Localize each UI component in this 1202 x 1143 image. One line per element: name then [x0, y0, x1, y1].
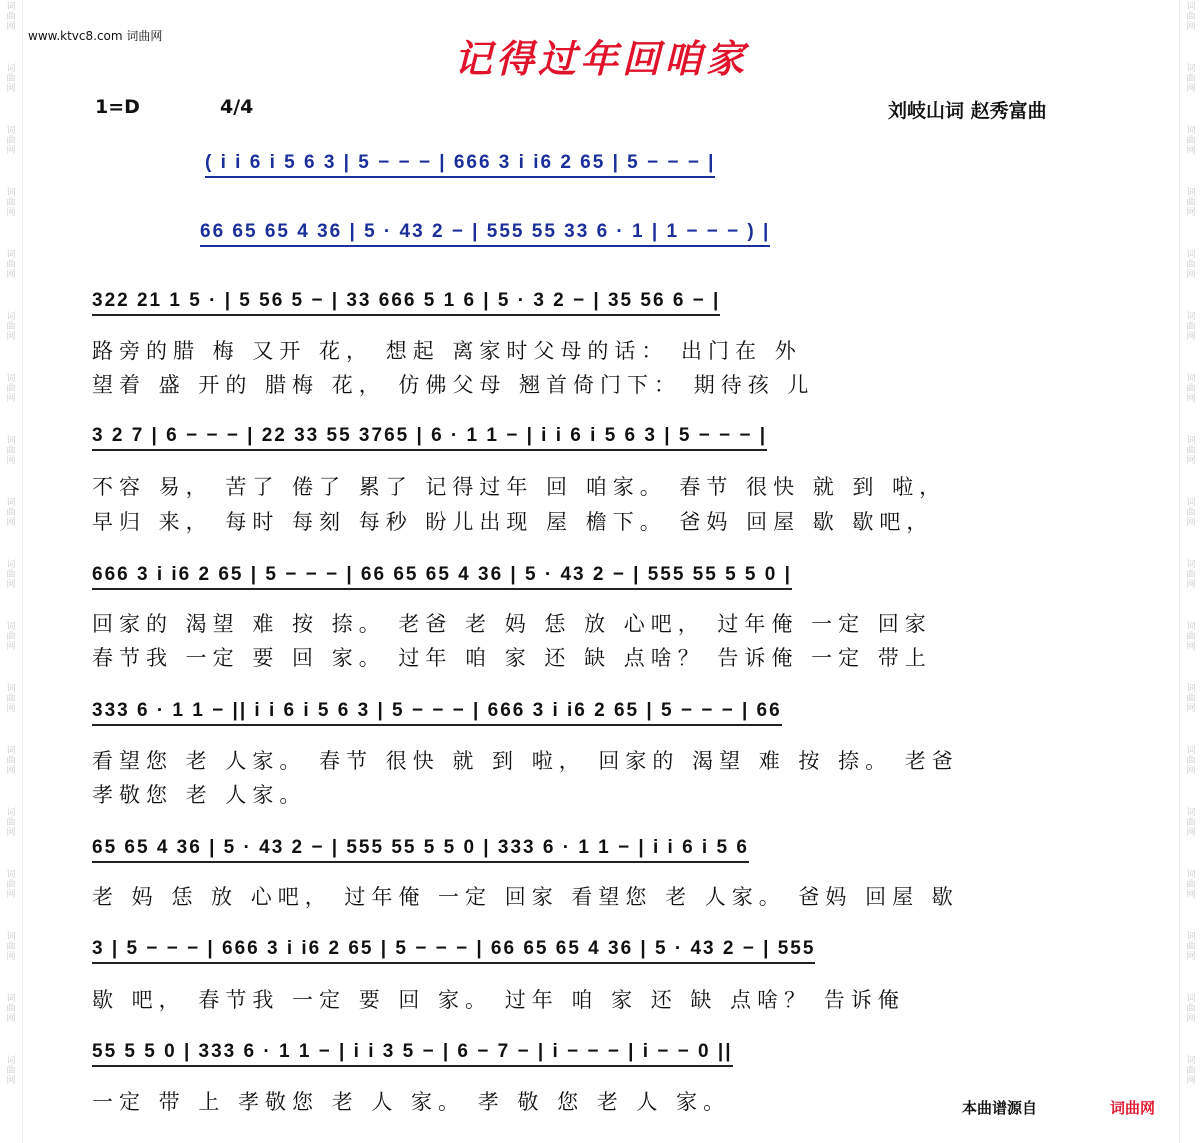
notation-line	[92, 938, 1092, 964]
lyric-verse-1: 歇 吧， 春节我 一定 要 回 家。 过年 咱 家 还 缺 点啥？ 告诉俺	[92, 988, 905, 1012]
watermark-text: 词 曲 网	[1186, 932, 1196, 962]
notes: 322 21 1 5 · | 5 56 5 − | 33 666 5 1 6 | 5 · 3 2 − | 35 56 6 − |	[92, 290, 720, 316]
watermark-text: 词 曲 网	[1186, 808, 1196, 838]
lyric-verse-1: 老 妈 恁 放 心吧， 过年俺 一定 回家 看望您 老 人家。 爸妈 回屋 歇	[92, 885, 959, 909]
site-label: www.ktvc8.com 词曲网	[28, 29, 163, 43]
watermark-text: 词 曲 网	[1186, 188, 1196, 218]
source-label: 本曲谱源自	[962, 1099, 1038, 1117]
notation-line	[92, 700, 1092, 726]
watermark-text: 词 曲 网	[6, 188, 16, 218]
watermark-text: 词 曲 网	[6, 746, 16, 776]
source-logo: 词曲网	[1110, 1099, 1156, 1117]
watermark-text: 词 曲 网	[6, 498, 16, 528]
notes: 666 3 i i6 2 65 | 5 − − − | 66 65 65 4 36 | 5 · 43 2 − | 555 55 5 5 0 |	[92, 564, 792, 590]
watermark-text: 词 曲 网	[6, 374, 16, 404]
watermark-text: 词 曲 网	[1186, 1056, 1196, 1086]
notes: 333 6 · 1 1 − || i i 6 i 5 6 3 | 5 − − − | 666 3 i i6 2 65 | 5 − − − | 66	[92, 700, 782, 726]
intro-line	[205, 152, 1202, 178]
watermark-text: 词 曲 网	[6, 1056, 16, 1086]
watermark-text: 词 曲 网	[6, 622, 16, 652]
lyric-verse-1: 一定 带 上 孝敬您 老 人 家。 孝 敬 您 老 人 家。	[92, 1090, 731, 1114]
watermark-text: 词 曲 网	[1186, 746, 1196, 776]
watermark-text: 词 曲 网	[1186, 374, 1196, 404]
watermark-text: 词 曲 网	[1186, 64, 1196, 94]
intro-line	[200, 221, 1200, 247]
watermark-text: 词 曲 网	[6, 560, 16, 590]
watermark-text: 词 曲 网	[6, 932, 16, 962]
key-signature: 1=D	[95, 96, 140, 118]
lyric-verse-2: 孝敬您 老 人家。	[92, 783, 307, 807]
lyric-verse-1: 路旁的腊 梅 又开 花， 想起 离家时父母的话： 出门在 外	[92, 339, 802, 363]
intro-notes: ( i i 6 i 5 6 3 | 5 − − − | 666 3 i i6 2 65 | 5 − − − |	[205, 152, 715, 178]
watermark-text: 词 曲 网	[1186, 622, 1196, 652]
lyric-verse-2: 春节我 一定 要 回 家。 过年 咱 家 还 缺 点啥？ 告诉俺 一定 带上	[92, 646, 932, 670]
notes: 3 2 7 | 6 − − − | 22 33 55 3765 | 6 · 1 1 − | i i 6 i 5 6 3 | 5 − − − |	[92, 425, 767, 451]
watermark-text: 词 曲 网	[6, 684, 16, 714]
watermark-text: 词 曲 网	[1186, 436, 1196, 466]
notation-line	[92, 564, 1092, 590]
watermark-text: 词 曲 网	[6, 312, 16, 342]
lyric-verse-1: 看望您 老 人家。 春节 很快 就 到 啦， 回家的 渴望 难 按 捺。 老爸	[92, 749, 959, 773]
lyric-verse-1: 回家的 渴望 难 按 捺。 老爸 老 妈 恁 放 心吧， 过年俺 一定 回家	[92, 612, 932, 636]
notes: 55 5 5 0 | 333 6 · 1 1 − | i i 3 5 − | 6 − 7 − | i − − − | i − − 0 ||	[92, 1041, 733, 1067]
notes: 3 | 5 − − − | 666 3 i i6 2 65 | 5 − − − | 66 65 65 4 36 | 5 · 43 2 − | 555	[92, 938, 815, 964]
credits: 刘岐山词 赵秀富曲	[888, 100, 1047, 122]
time-signature: 4/4	[220, 96, 254, 118]
watermark-text: 词 曲 网	[1186, 126, 1196, 156]
watermark-text: 词 曲 网	[6, 994, 16, 1024]
watermark-text: 词 曲 网	[6, 126, 16, 156]
watermark-text: 词 曲 网	[6, 436, 16, 466]
watermark-text: 词 曲 网	[6, 808, 16, 838]
lyric-verse-2: 望着 盛 开的 腊梅 花， 仿佛父母 翘首倚门下： 期待孩 儿	[92, 373, 815, 397]
watermark-text: 词 曲 网	[1186, 2, 1196, 32]
intro-notes: 66 65 65 4 36 | 5 · 43 2 − | 555 55 33 6 · 1 | 1 − − − ) |	[200, 221, 770, 247]
notation-line	[92, 837, 1092, 863]
watermark-text: 词 曲 网	[6, 870, 16, 900]
watermark-text: 词 曲 网	[1186, 250, 1196, 280]
lyric-verse-2: 早归 来， 每时 每刻 每秒 盼儿出现 屋 檐下。 爸妈 回屋 歇 歇吧，	[92, 510, 934, 534]
watermark-text: 词 曲 网	[1186, 560, 1196, 590]
watermark-text: 词 曲 网	[1186, 312, 1196, 342]
watermark-text: 词 曲 网	[6, 250, 16, 280]
watermark-text: 词 曲 网	[1186, 994, 1196, 1024]
watermark-text: 词 曲 网	[1186, 870, 1196, 900]
watermark-text: 词 曲 网	[1186, 684, 1196, 714]
song-title: 记得过年回咱家	[453, 36, 748, 81]
watermark-text: 词 曲 网	[1186, 498, 1196, 528]
watermark-text: 词 曲 网	[6, 64, 16, 94]
notation-line	[92, 425, 1092, 451]
lyric-verse-1: 不容 易， 苦了 倦了 累了 记得过年 回 咱家。 春节 很快 就 到 啦，	[92, 475, 947, 499]
notation-line	[92, 1041, 1092, 1067]
left-watermark-strip	[0, 0, 23, 1143]
watermark-text: 词 曲 网	[6, 2, 16, 32]
notes: 65 65 4 36 | 5 · 43 2 − | 555 55 5 5 0 | 333 6 · 1 1 − | i i 6 i 5 6	[92, 837, 749, 863]
notation-line	[92, 290, 1092, 316]
